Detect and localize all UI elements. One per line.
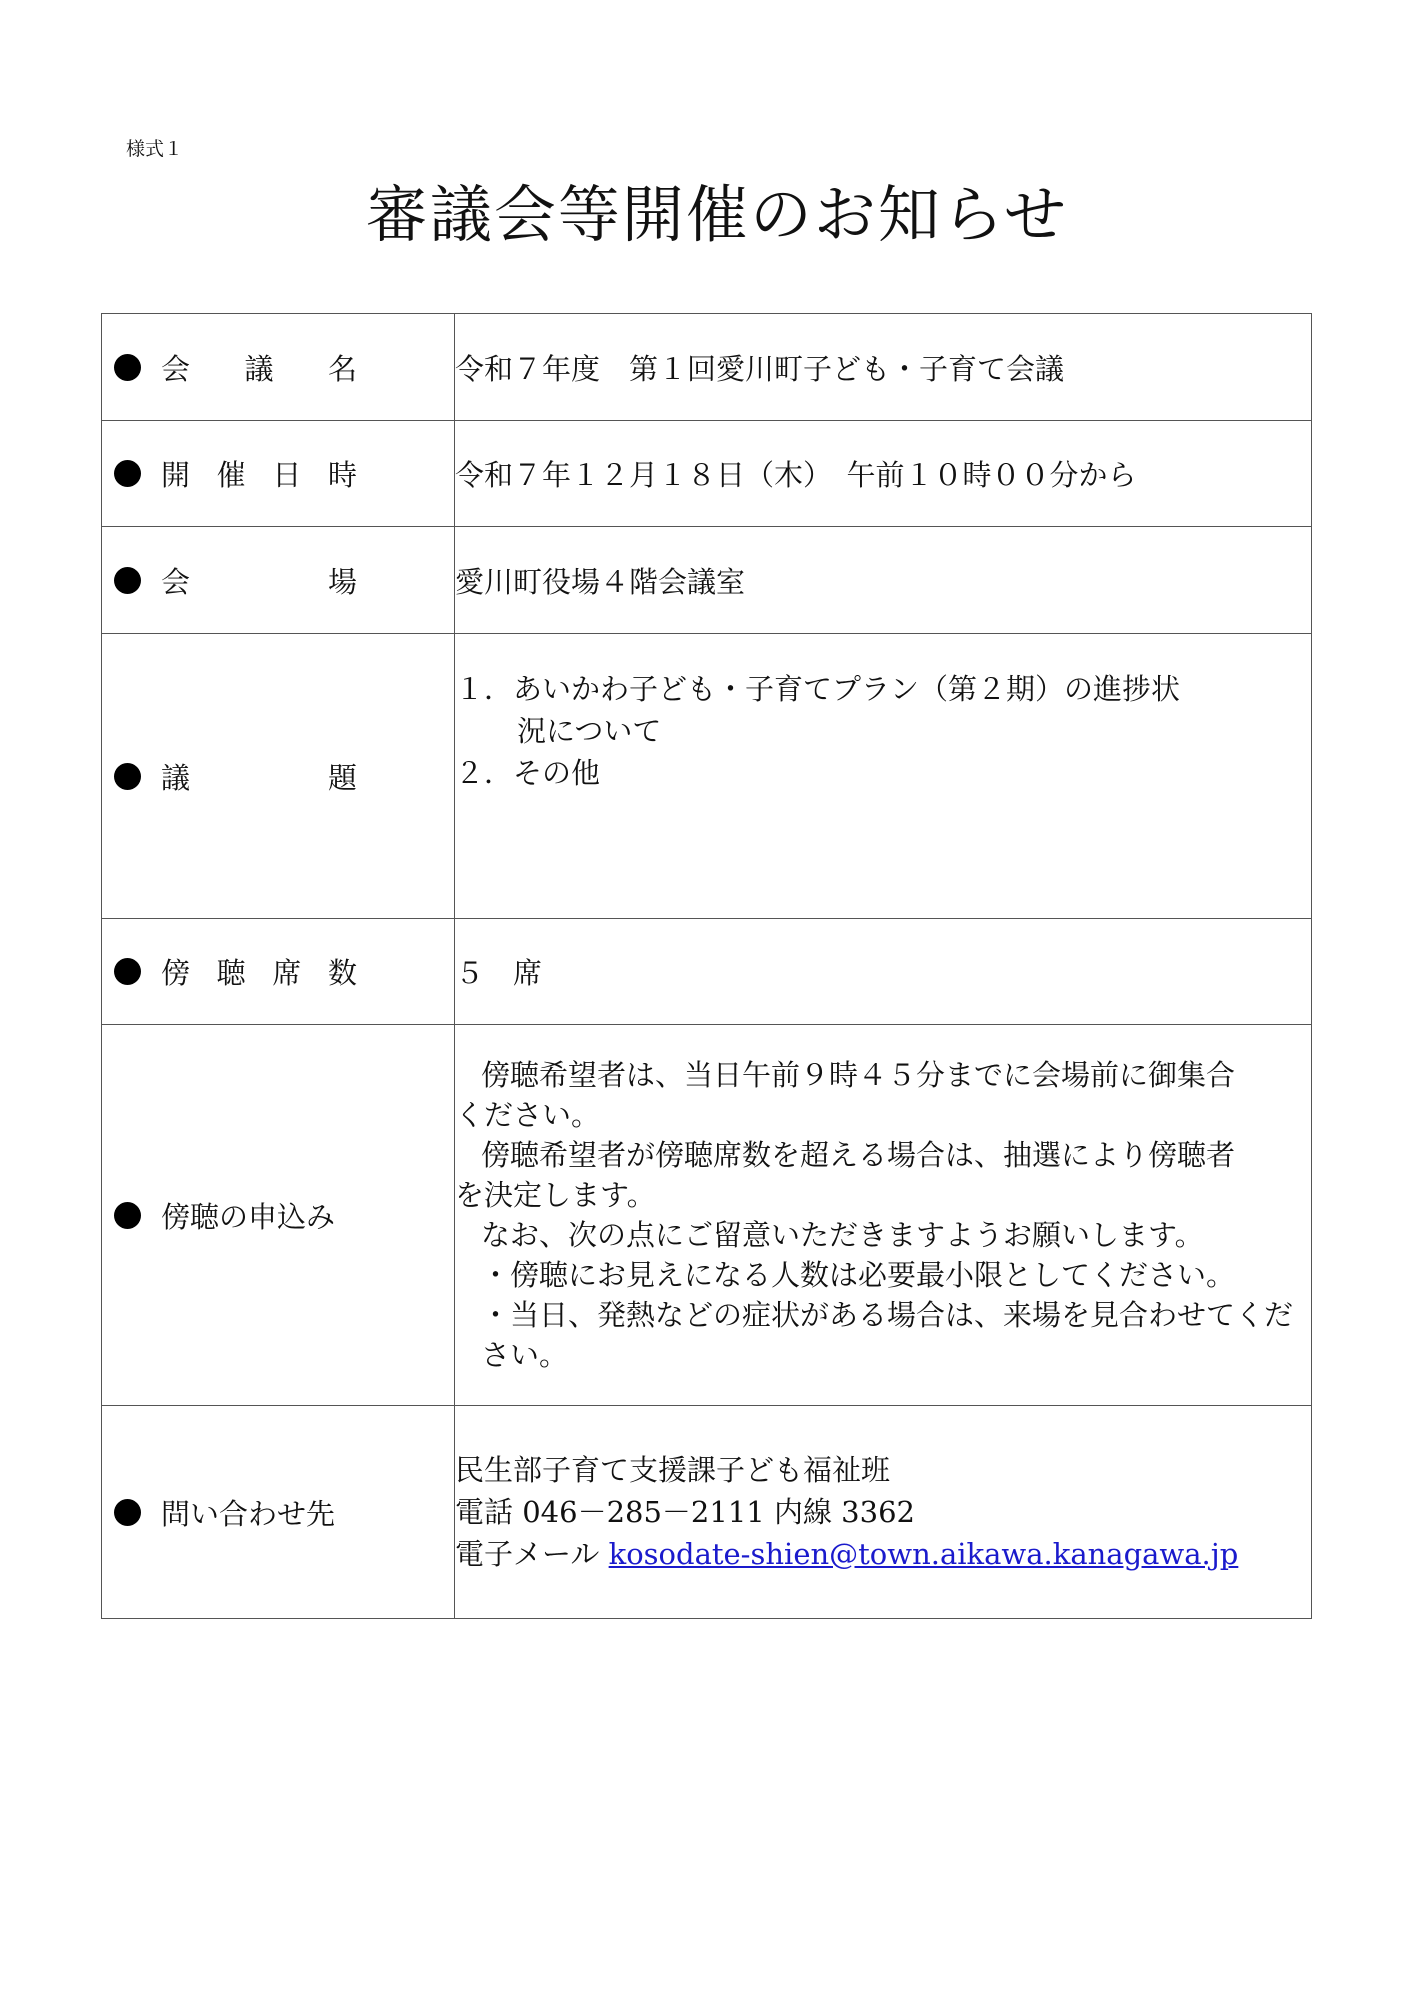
contact-email-line: 電子メール kosodate-shien@town.aikawa.kanagawa.jp (455, 1537, 1239, 1571)
form-number: 様式１ (126, 138, 184, 160)
label-contact: 問い合わせ先 (161, 1496, 336, 1531)
contact-phone: 電話 046－285－2111 内線 3362 (455, 1495, 915, 1529)
row-contact (102, 1406, 1312, 1619)
bullet-icon (114, 460, 141, 487)
email-link[interactable]: kosodate-shien@town.aikawa.kanagawa.jp (608, 1537, 1239, 1571)
row-date-time (102, 421, 1312, 527)
contact-department: 民生部子育て支援課子ども福祉班 (455, 1453, 891, 1487)
agenda-value (455, 634, 1312, 919)
seats-value: ５ 席 (455, 919, 1312, 1025)
page-title: 審議会等開催のお知らせ (365, 178, 1069, 251)
label-application: 傍聴の申込み (161, 1199, 336, 1234)
contact-value (455, 1406, 1312, 1619)
bullet-icon (114, 1202, 141, 1229)
row-meeting-name (102, 314, 1312, 421)
bullet-icon (114, 354, 141, 381)
date-time-value: 令和７年１２月１８日（木） 午前１０時００分から (455, 421, 1312, 527)
row-application (102, 1025, 1312, 1406)
label-agenda: 議 題 (161, 760, 357, 795)
meeting-name-value: 令和７年度 第１回愛川町子ども・子育て会議 (455, 314, 1312, 421)
label-meeting-name: 会 議 名 (161, 351, 357, 386)
row-seats (102, 919, 1312, 1025)
row-agenda (102, 634, 1312, 919)
row-venue (102, 527, 1312, 634)
label-seats: 傍 聴 席 数 (161, 956, 357, 990)
bullet-icon (114, 763, 141, 790)
label-venue: 会 場 (161, 564, 357, 599)
label-date-time: 開 催 日 時 (161, 458, 357, 492)
agenda-item-1-cont: 況について (517, 714, 662, 748)
application-value: 傍聴希望者は、当日午前９時４５分までに会場前に御集合 ください。 傍聴希望者が傍聴席数を超える場合は、抽選により傍聴者 を決定します。 なお、次の点にご留意いただきますようお願いします。 ・傍聴にお見えになる人数は必要最小限としてください。 ・当日、発熱などの症状がある場合は、来場を見合わせてくだ さい。 (455, 1025, 1312, 1406)
meeting-info-table (101, 313, 1312, 1619)
venue-value: 愛川町役場４階会議室 (455, 527, 1312, 634)
agenda-item-1: １．あいかわ子ども・子育てプラン（第２期）の進捗状 (455, 672, 1181, 706)
bullet-icon (114, 567, 141, 594)
bullet-icon (114, 958, 141, 985)
bullet-icon (114, 1499, 141, 1526)
agenda-item-2: ２．その他 (455, 756, 601, 790)
